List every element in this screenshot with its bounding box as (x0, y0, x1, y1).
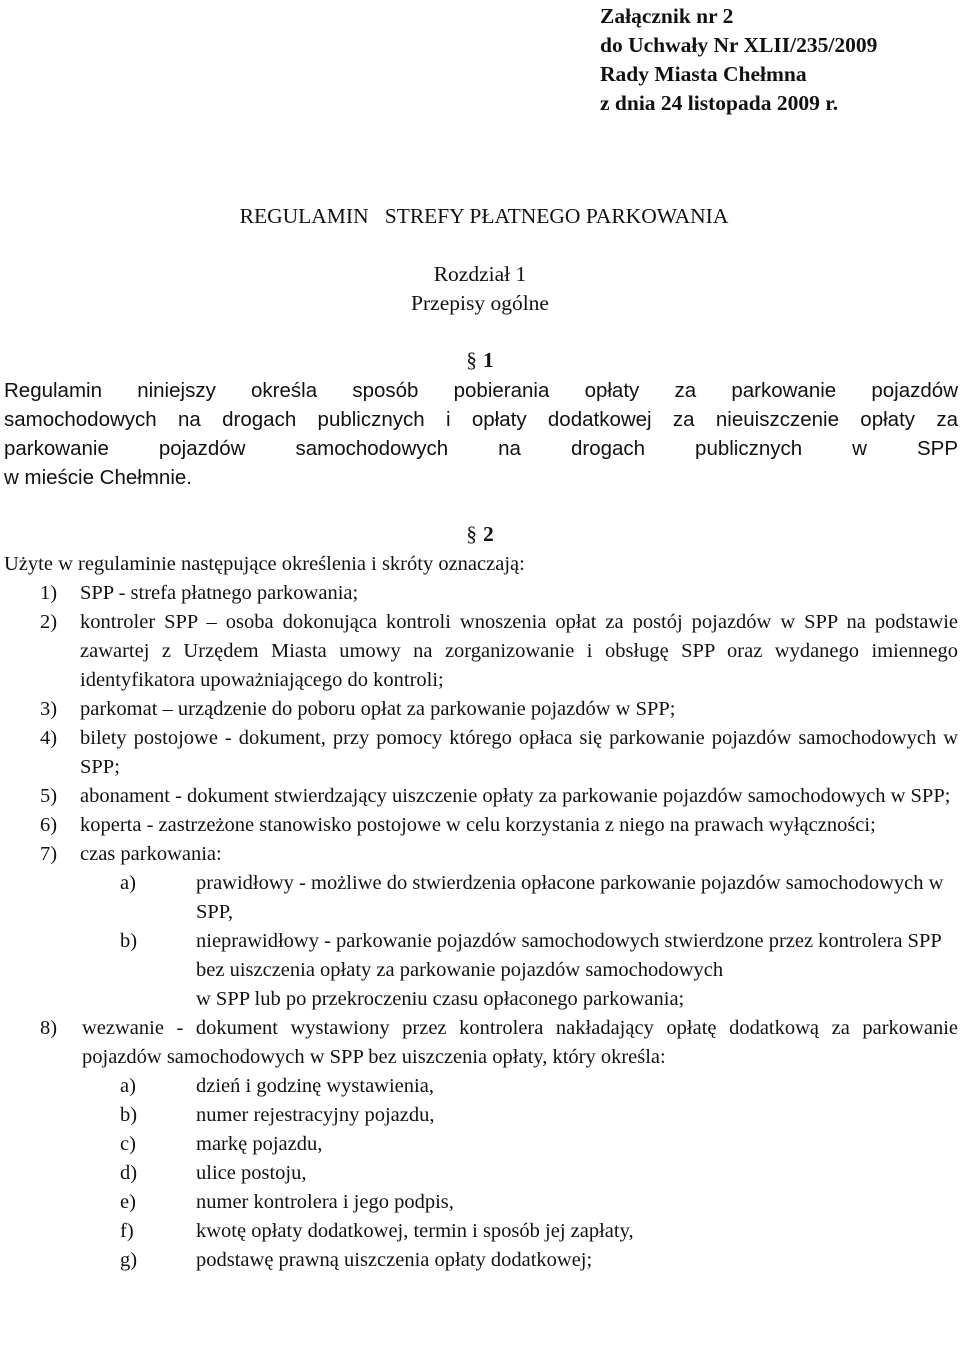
definition-item (4, 811, 958, 840)
item-number: 8) (40, 1017, 58, 1039)
text-line: parkowanie pojazdów samochodowych na drogach publicznych w SPP (4, 437, 958, 460)
sub-item-label: b) (120, 1104, 138, 1126)
sub-item-text: prawidłowy - możliwe do stwierdzenia opłacone parkowanie pojazdów samochodowych w SPP, (196, 872, 944, 923)
section-2-heading (0, 520, 960, 548)
sub-item-text: nieprawidłowy - parkowanie pojazdów samochodowych stwierdzone przez kontrolera SPP bez uiszczenia opłaty za parkowanie pojazdów samochodowych (196, 930, 941, 981)
item-number: 2) (40, 611, 58, 633)
item-number: 5) (40, 785, 58, 807)
item-text: SPP - strefa płatnego parkowania; (80, 582, 359, 604)
section-number: 2 (483, 522, 494, 546)
document-title: REGULAMIN STREFY PŁATNEGO PARKOWANIA (239, 204, 729, 228)
sub-item (4, 1101, 958, 1130)
section-sign: § (466, 348, 477, 372)
chapter-number: Rozdział 1 (433, 262, 527, 286)
sub-item-label: a) (120, 872, 136, 894)
definition-item (4, 782, 958, 811)
text-line: w mieście Chełmnie. (4, 466, 192, 489)
definition-item (4, 840, 958, 869)
sub-item (4, 1246, 958, 1275)
section-number: 1 (483, 348, 494, 372)
sub-item (4, 1130, 958, 1159)
sub-item-label: c) (120, 1133, 136, 1155)
sub-item-label: g) (120, 1249, 138, 1271)
item-number: 4) (40, 727, 58, 749)
text-line: samochodowych na drogach publicznych i opłaty dodatkowej za nieuiszczenie opłaty za (4, 408, 958, 431)
sub-item-text: numer rejestracyjny pojazdu, (196, 1104, 435, 1126)
item-number: 7) (40, 843, 58, 865)
item-number: 1) (40, 582, 58, 604)
section-2-intro: Użyte w regulaminie następujące określenia i skróty oznaczają: (4, 553, 525, 575)
sub-item-text: ulice postoju, (196, 1162, 307, 1184)
definition-item (4, 579, 958, 608)
sub-item-label: e) (120, 1191, 136, 1213)
sub-item-text: dzień i godzinę wystawienia, (196, 1075, 434, 1097)
sub-item (4, 1159, 958, 1188)
definition-item (4, 608, 958, 695)
item-text: koperta - zastrzeżone stanowisko postojowe w celu korzystania z niego na prawach wyłączności; (80, 814, 876, 836)
sub-item-label: f) (120, 1220, 134, 1242)
attachment-line: Załącznik nr 2 (600, 4, 734, 28)
attachment-line: Rady Miasta Chełmna (600, 62, 807, 86)
sub-item (4, 1188, 958, 1217)
sub-item-text: markę pojazdu, (196, 1133, 323, 1155)
definition-item (4, 724, 958, 782)
sub-item (4, 869, 958, 927)
sub-item-label: a) (120, 1075, 136, 1097)
section-1-text (4, 376, 958, 492)
definition-item (4, 1014, 958, 1072)
sub-item-label: b) (120, 930, 138, 952)
sub-item (4, 1217, 958, 1246)
sub-item-label: d) (120, 1162, 138, 1184)
text-line: Regulamin niniejszy określa sposób pobierania opłaty za parkowanie pojazdów (4, 379, 958, 402)
item-number: 3) (40, 698, 58, 720)
item-text: bilety postojowe - dokument, przy pomocy którego opłaca się parkowanie pojazdów samochodowych w SPP; (80, 727, 958, 778)
chapter-heading (0, 260, 960, 318)
item-text: kontroler SPP – osoba dokonująca kontroli wnoszenia opłat za postój pojazdów w SPP na podstawie zawartej z Urzędem Miasta umowy na zorganizowanie i obsługę SPP oraz wydanego imiennego identyfikatora upoważniającego do kontroli; (80, 611, 958, 691)
sub-item (4, 1072, 958, 1101)
section-sign: § (466, 522, 477, 546)
attachment-header (600, 2, 877, 118)
item-text: czas parkowania: (80, 843, 222, 865)
item-text: abonament - dokument stwierdzający uiszczenie opłaty za parkowanie pojazdów samochodowych w SPP; (80, 785, 951, 807)
section-2-body (4, 550, 958, 1275)
item-text: parkomat – urządzenie do poboru opłat za parkowanie pojazdów w SPP; (80, 698, 676, 720)
sub-item-text: numer kontrolera i jego podpis, (196, 1191, 454, 1213)
sub-item-continuation: w SPP lub po przekroczeniu czasu opłaconego parkowania; (196, 988, 685, 1010)
definition-item (4, 695, 958, 724)
sub-item (4, 927, 958, 985)
item-text: wezwanie - dokument wystawiony przez kontrolera nakładający opłatę dodatkową za parkowanie pojazdów samochodowych w SPP bez uiszczenia opłaty, który określa: (82, 1017, 958, 1068)
attachment-line: z dnia 24 listopada 2009 r. (600, 91, 839, 115)
chapter-name: Przepisy ogólne (411, 291, 549, 315)
sub-item-text: kwotę opłaty dodatkowej, termin i sposób jej zapłaty, (196, 1220, 634, 1242)
section-1-heading (0, 346, 960, 374)
sub-item-text: podstawę prawną uiszczenia opłaty dodatkowej; (196, 1249, 593, 1271)
attachment-line: do Uchwały Nr XLII/235/2009 (600, 33, 878, 57)
item-number: 6) (40, 814, 58, 836)
